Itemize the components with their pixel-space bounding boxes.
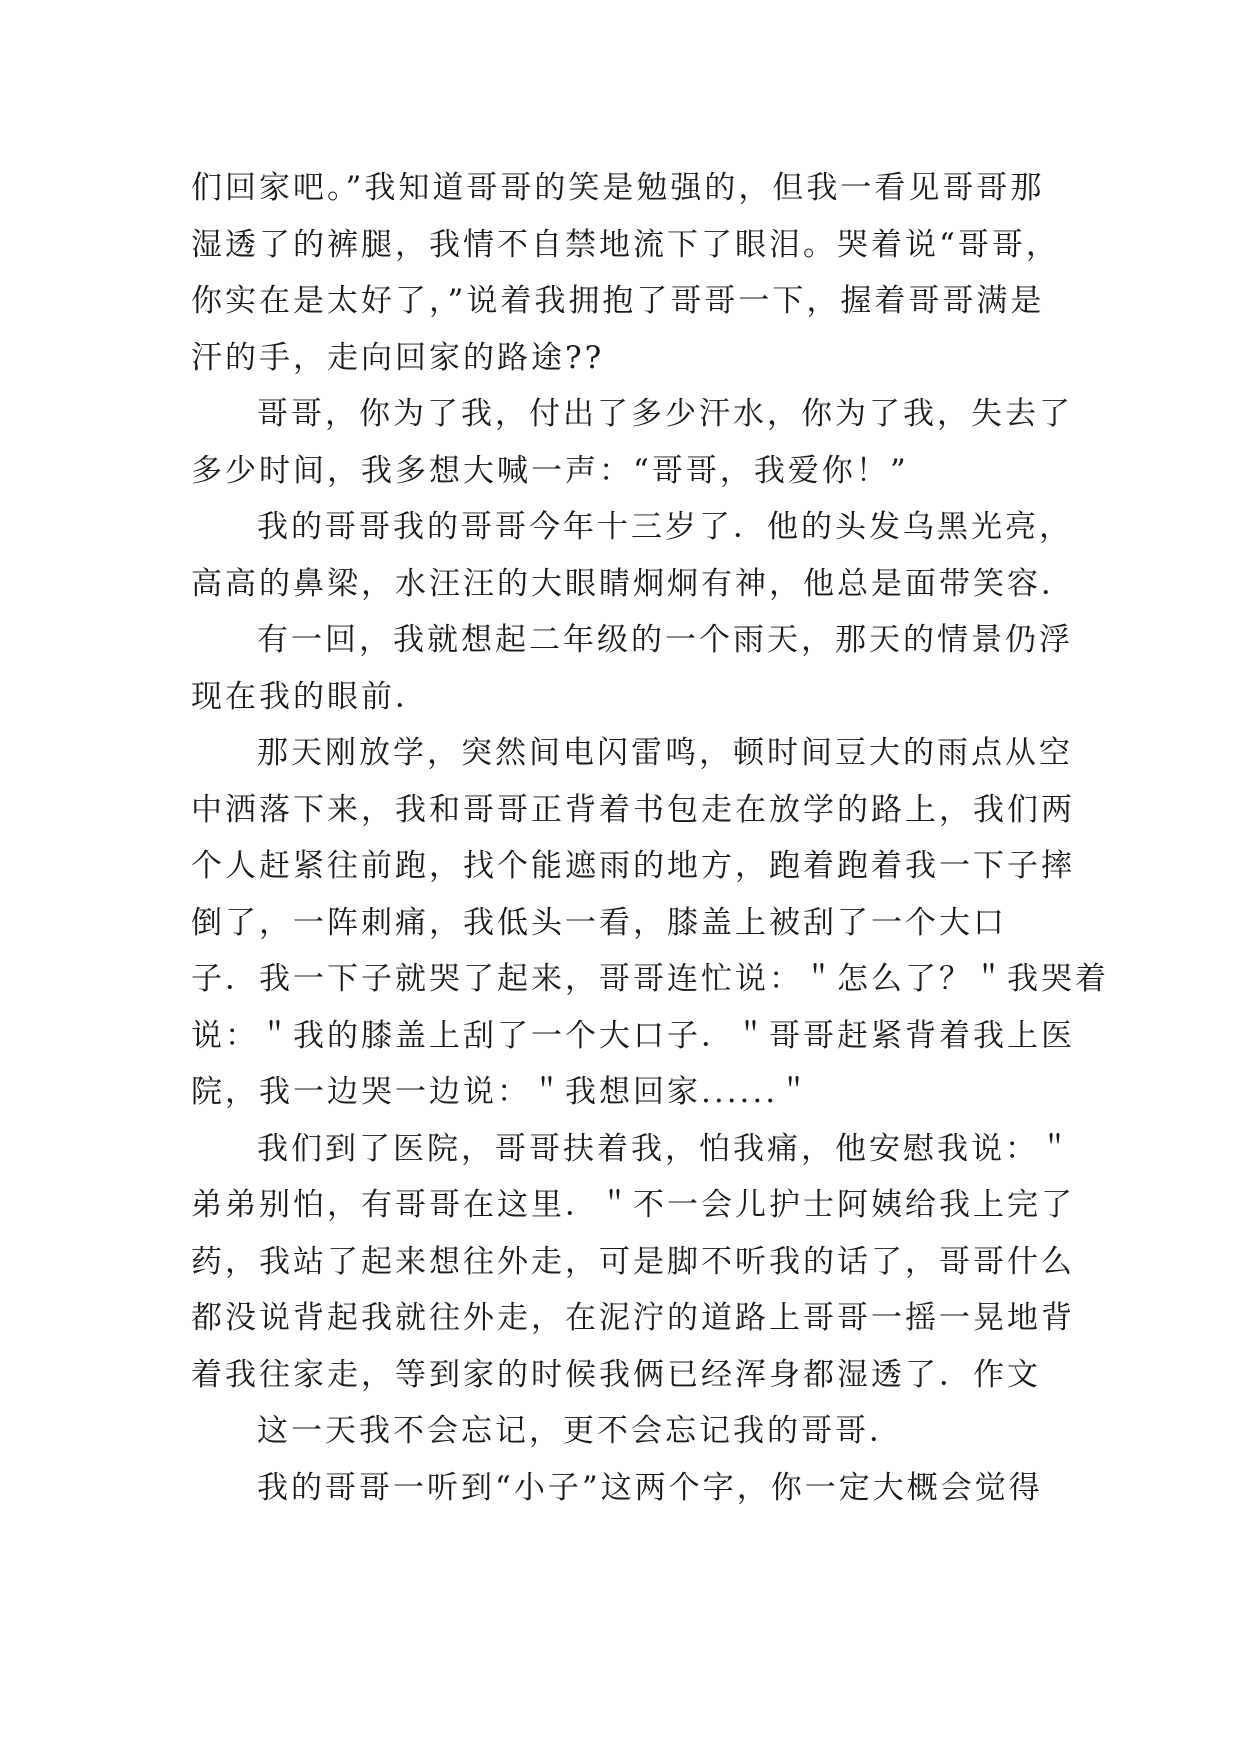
text-line: 说：＂我的膝盖上刮了一个大口子．＂哥哥赶紧背着我上医: [191, 1017, 1075, 1054]
text-line: 湿透了的裤腿，我情不自禁地流下了眼泪。哭着说“哥哥，: [191, 226, 1060, 263]
text-line: 院，我一边哭一边说：＂我想回家......＂: [191, 1074, 813, 1110]
text-line: 我们到了医院，哥哥扶着我，怕我痛，他安慰我说：＂: [257, 1130, 1073, 1167]
text-line: 我的哥哥一听到“小子”这两个字，你一定大概会觉得: [257, 1469, 1043, 1506]
paragraph: [191, 160, 1091, 386]
paragraph: [191, 1403, 1091, 1460]
paragraph: [191, 725, 1109, 1121]
text-line: 高高的鼻梁，水汪汪的大眼睛炯炯有神，他总是面带笑容．: [191, 565, 1075, 602]
text-line: 倒了，一阵刺痛，我低头一看，膝盖上被刮了一个大口: [191, 904, 1007, 941]
text-line: 药，我站了起来想往外走，可是脚不听我的话了，哥哥什么: [191, 1243, 1075, 1280]
text-line: 你实在是太好了，”说着我拥抱了哥哥一下，握着哥哥满是: [191, 283, 1045, 319]
text-line: 们回家吧。”我知道哥哥的笑是勉强的，但我一看见哥哥那: [191, 170, 1045, 206]
text-line: 多少时间，我多想大喊一声：“哥哥，我爱你！”: [191, 452, 909, 489]
text-line: 子．我一下子就哭了起来，哥哥连忙说：＂怎么了？＂我哭着: [191, 961, 1109, 997]
paragraph: [191, 499, 1091, 612]
text-line: 我的哥哥我的哥哥今年十三岁了．他的头发乌黑光亮，: [257, 509, 1073, 545]
text-line: 中洒落下来，我和哥哥正背着书包走在放学的路上，我们两: [191, 791, 1075, 828]
paragraph: [191, 386, 1091, 499]
text-line: 有一回，我就想起二年级的一个雨天，那天的情景仍浮: [257, 622, 1073, 658]
text-line: 都没说背起我就往外走，在泥泞的道路上哥哥一摇一晃地背: [191, 1300, 1075, 1336]
text-line: 那天刚放学，突然间电闪雷鸣，顿时间豆大的雨点从空: [257, 735, 1073, 771]
text-line: 个人赶紧往前跑，找个能遮雨的地方，跑着跑着我一下子摔: [191, 848, 1075, 884]
text-line: 弟弟别怕，有哥哥在这里．＂不一会儿护士阿姨给我上完了: [191, 1187, 1075, 1223]
text-line: 现在我的眼前．: [191, 678, 429, 715]
text-line: 这一天我不会忘记，更不会忘记我的哥哥．: [257, 1413, 903, 1449]
text-line: 汗的手，走向回家的路途??: [191, 339, 605, 376]
document-body: [191, 160, 1109, 1516]
paragraph: [191, 612, 1091, 725]
text-line: 着我往家走，等到家的时候我俩已经浑身都湿透了．作文: [191, 1356, 1041, 1393]
paragraph: [191, 1460, 1091, 1517]
paragraph: [191, 1121, 1091, 1404]
text-line: 哥哥，你为了我，付出了多少汗水，你为了我，失去了: [257, 396, 1073, 432]
